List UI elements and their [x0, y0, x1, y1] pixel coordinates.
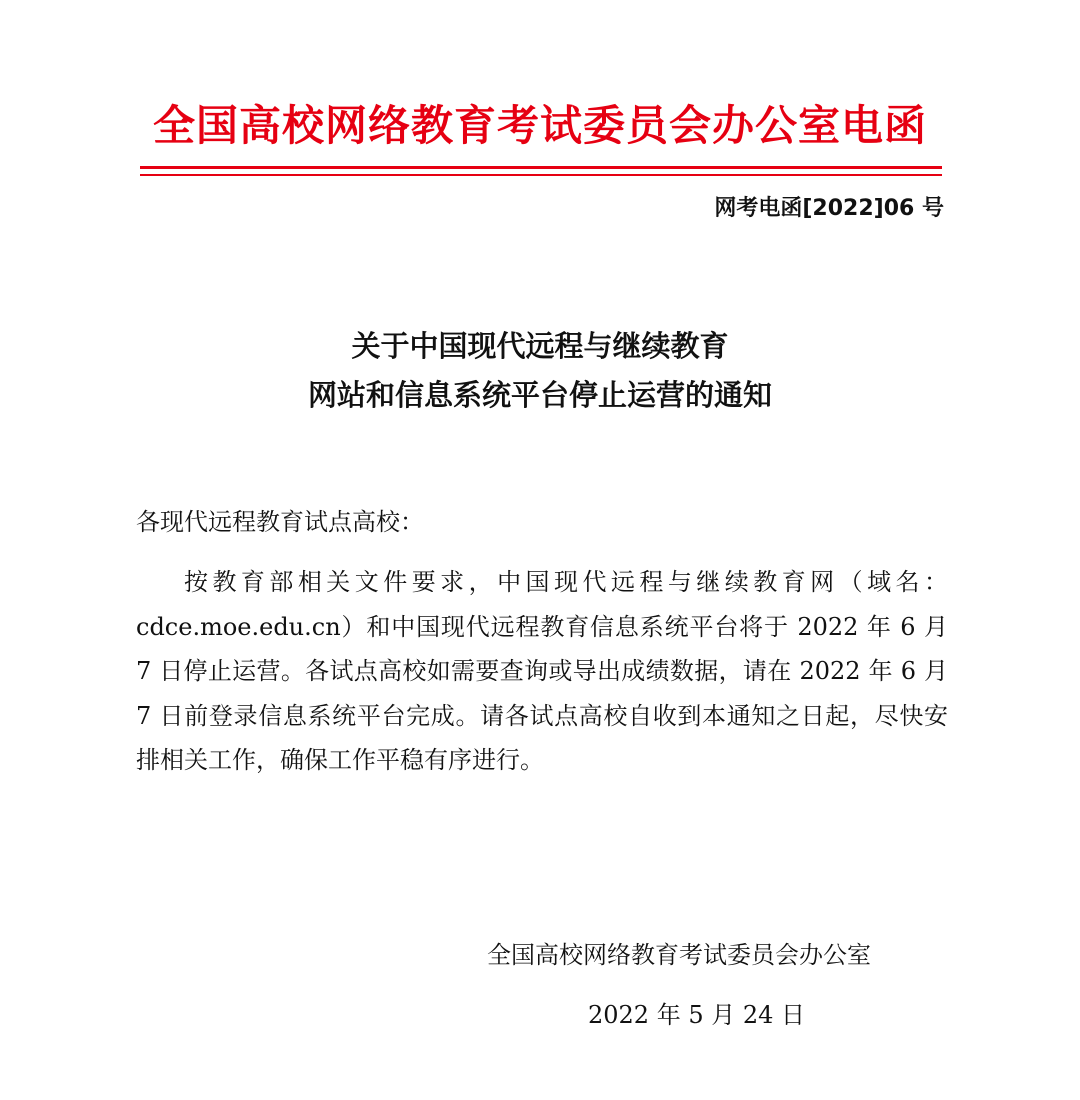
letterhead-title: 全国高校网络教育考试委员会办公室电函 — [152, 101, 927, 150]
document-number: 网考电函[2022]06 号 — [714, 196, 944, 221]
signature-organization: 全国高校网络教育考试委员会办公室 — [487, 941, 871, 969]
notice-title-line-2: 网站和信息系统平台停止运营的通知 — [307, 378, 772, 412]
letterhead-rule-thin — [140, 174, 942, 176]
letterhead-rule-thick — [140, 166, 942, 169]
salutation: 各现代远程教育试点高校： — [136, 508, 424, 536]
signature-date: 2022 年 5 月 24 日 — [588, 1001, 806, 1029]
notice-title-line-1: 关于中国现代远程与继续教育 — [351, 329, 729, 363]
body-paragraph: 按教育部相关文件要求，中国现代远程与继续教育网（域名：cdce.moe.edu.cn）和中国现代远程教育信息系统平台将于 2022 年 6 月 7 日停止运营。各试点高校如需要查询或导出成绩数据，请在 2022 年 6 月 7 日前登录信息系统平台完成。请各试点高校自收到本通知之日起，尽快安排相关工作，确保工作平稳有序进行。 — [136, 568, 948, 774]
